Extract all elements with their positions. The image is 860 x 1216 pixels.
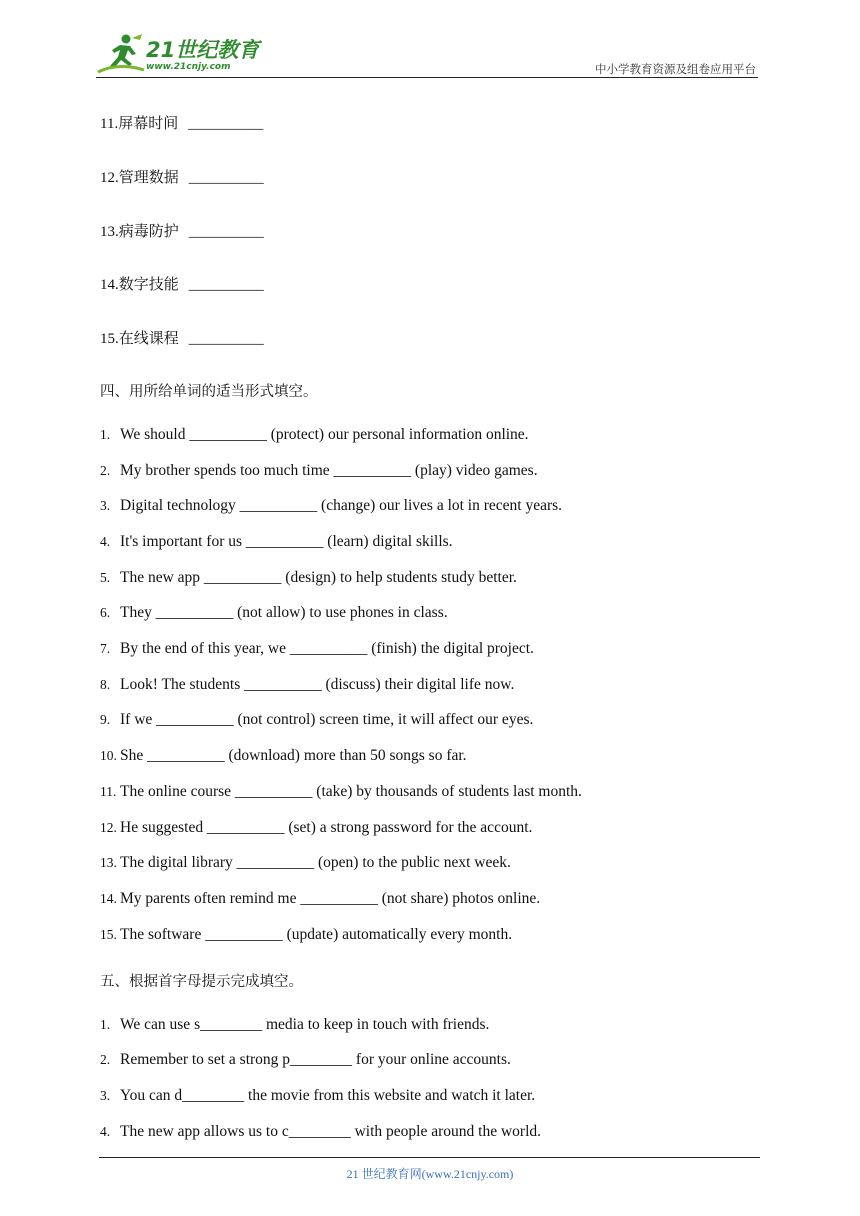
question-item: 4. It's important for us __________ (learn) digital skills.	[100, 533, 453, 550]
logo	[96, 32, 266, 76]
section-title: 四、用所给单词的适当形式填空。	[100, 384, 318, 400]
question-item: 9. If we __________ (not control) screen time, it will affect our eyes.	[100, 711, 534, 728]
question-item: 12. He suggested __________ (set) a strong password for the account.	[100, 819, 533, 836]
vocab-item: 14.数字技能 __________	[100, 275, 264, 293]
footer-link[interactable]: 21 世纪教育网(www.21cnjy.com)	[346, 1167, 514, 1181]
question-item: 1. We can use s________ media to keep in touch with friends.	[100, 1016, 490, 1033]
page-header	[96, 30, 758, 78]
answer-blank[interactable]: __________	[188, 277, 264, 293]
question-item: 14. My parents often remind me __________ (not share) photos online.	[100, 890, 541, 907]
question-item: 6. They __________ (not allow) to use phones in class.	[100, 604, 448, 621]
question-item: 13. The digital library __________ (open) to the public next week.	[100, 854, 511, 871]
vocab-item: 12.管理数据 __________	[100, 168, 264, 186]
logo-url: www.21cnjy.com	[146, 62, 231, 72]
vocab-item: 11.屏幕时间 __________	[100, 114, 264, 132]
section-title: 五、根据首字母提示完成填空。	[100, 974, 303, 990]
answer-blank[interactable]: __________	[188, 331, 264, 347]
answer-blank[interactable]: __________	[188, 224, 264, 240]
question-item: 15. The software __________ (update) automatically every month.	[100, 926, 513, 943]
runner-logo-icon	[96, 32, 146, 76]
footer-divider	[99, 1157, 760, 1158]
question-item: 2. My brother spends too much time __________ (play) video games.	[100, 462, 538, 479]
question-item: 11. The online course __________ (take) by thousands of students last month.	[100, 783, 582, 800]
question-item: 4. The new app allows us to c________ with people around the world.	[100, 1123, 541, 1140]
header-platform-text: 中小学教育资源及组卷应用平台	[595, 62, 756, 76]
question-item: 10. She __________ (download) more than 50 songs so far.	[100, 747, 467, 764]
answer-blank[interactable]: __________	[188, 170, 264, 186]
question-item: 3. You can d________ the movie from this website and watch it later.	[100, 1087, 536, 1104]
question-item: 1. We should __________ (protect) our personal information online.	[100, 426, 529, 443]
question-item: 3. Digital technology __________ (change) our lives a lot in recent years.	[100, 497, 563, 514]
question-item: 8. Look! The students __________ (discuss) their digital life now.	[100, 676, 515, 693]
question-item: 2. Remember to set a strong p________ for your online accounts.	[100, 1051, 511, 1068]
question-item: 5. The new app __________ (design) to help students study better.	[100, 569, 517, 586]
answer-blank[interactable]: __________	[188, 116, 264, 132]
logo-name: 21世纪教育	[146, 38, 260, 62]
header-divider	[96, 77, 758, 78]
vocab-item: 15.在线课程 __________	[100, 329, 264, 347]
question-item: 7. By the end of this year, we __________ (finish) the digital project.	[100, 640, 534, 657]
vocab-item: 13.病毒防护 __________	[100, 222, 264, 240]
